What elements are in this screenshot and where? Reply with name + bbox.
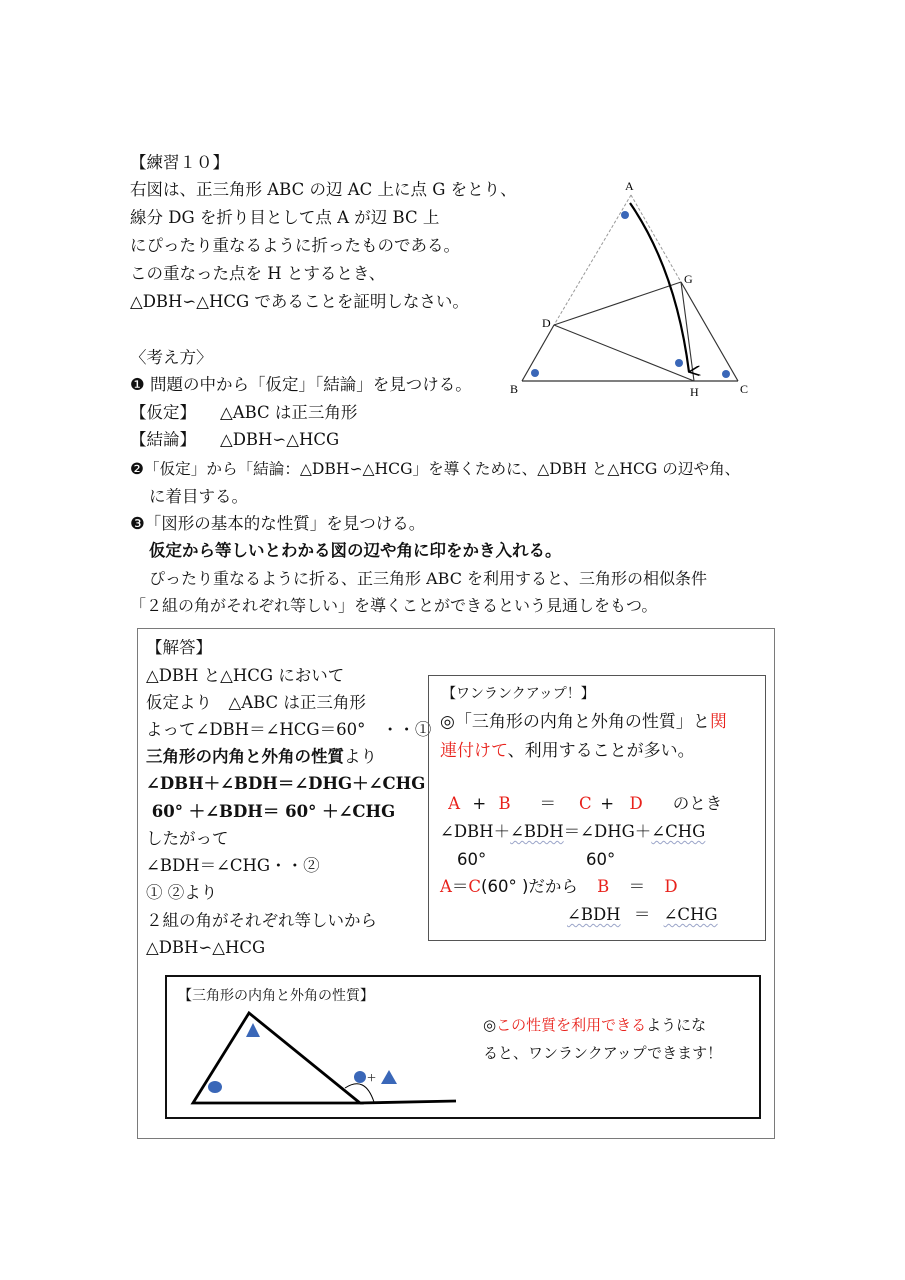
property-note-red: この性質を利用できる xyxy=(496,1016,647,1034)
fold-line-DG xyxy=(554,282,681,325)
rank-up-equation xyxy=(440,819,705,845)
answer-equation-2: 60° ＋∠BDH＝ 60° ＋∠CHG xyxy=(146,802,396,821)
edge-GC xyxy=(681,282,738,381)
triangle-marker-icon xyxy=(381,1070,397,1084)
step-3-number: ❸ xyxy=(130,514,145,533)
answer-line: △DBH と△HCG において xyxy=(146,666,345,685)
step-1 xyxy=(130,372,472,398)
rank-up-result xyxy=(567,902,718,928)
label-D: D xyxy=(542,316,551,330)
double-circle-icon: ◎ xyxy=(483,1016,497,1034)
answer-bold-property: 三角形の内角と外角の性質 xyxy=(146,747,344,766)
problem-line: 右図は、正三角形 ABC の辺 AC 上に点 G をとり、 xyxy=(130,180,517,199)
assumption-text: △ABC は正三角形 xyxy=(220,403,358,422)
approach-heading: 〈考え方〉 xyxy=(130,348,213,367)
label-H: H xyxy=(690,385,699,399)
plus-sign: + xyxy=(367,1070,377,1087)
property-note-2: ると、ワンランクアップできます！ xyxy=(483,1044,723,1062)
step-3-text: 「図形の基本的な性質」を見つける。 xyxy=(144,514,426,533)
angle-mark-H xyxy=(675,359,683,367)
conclusion xyxy=(130,427,339,453)
assumption xyxy=(130,400,357,426)
rank-up-line-2-text: 、利用することが多い。 xyxy=(507,741,695,761)
cond-A: A xyxy=(440,877,452,896)
answer-line: よって∠DBH＝∠HCG＝60° ・・① xyxy=(146,720,432,739)
angle-mark-C xyxy=(722,370,730,378)
conclusion-text: △DBH∽△HCG xyxy=(220,430,340,449)
answer-line: 仮定より △ABC は正三角形 xyxy=(146,693,366,712)
answer-line: ∠BDH＝∠CHG・・② xyxy=(146,856,320,875)
rank-up-condition xyxy=(440,874,678,900)
conclusion-label: 【結論】 xyxy=(130,430,196,449)
angle-mark-A xyxy=(621,211,629,219)
cond-text: (60° )だから xyxy=(481,877,578,896)
answer-equation-1: ∠DBH＋∠BDH＝∠DHG＋∠CHG xyxy=(146,774,426,793)
problem-line: 線分 DG を折り目として点 A が辺 BC 上 xyxy=(130,208,440,227)
cond-equals: ＝ xyxy=(628,877,646,896)
step-2-text: 「仮定」から「結論：△DBH∽△HCG」を導くために、△DBH と△HCG の辺や角、 xyxy=(143,460,741,478)
formula-A: A xyxy=(448,794,460,813)
rank-up-line-1 xyxy=(440,708,727,736)
approach-para-1: ぴったり重なるように折る、正三角形 ABC を利用すると、三角形の相似条件 xyxy=(149,569,708,588)
rank-up-line-1-red: 関 xyxy=(709,712,727,732)
label-C: C xyxy=(740,382,749,396)
circle-marker-icon xyxy=(354,1071,366,1083)
answer-bold-suffix: より xyxy=(344,747,377,766)
result-equals: ＝ xyxy=(633,905,651,924)
label-A: A xyxy=(625,179,634,193)
approach-bold-line: 仮定から等しいとわかる図の辺や角に印をかき入れる。 xyxy=(149,541,562,560)
formula-equals: ＝ xyxy=(539,794,556,813)
step-1-number: ❶ xyxy=(130,375,145,394)
answer-line: ① ②より xyxy=(146,883,218,902)
rank-up-deg-1: 60° xyxy=(457,850,487,869)
step-2-text-cont: に着目する。 xyxy=(149,487,248,506)
dashed-edge-AD xyxy=(554,195,631,325)
rank-up-deg-2: 60° xyxy=(586,850,616,869)
assumption-label: 【仮定】 xyxy=(130,403,196,422)
label-B: B xyxy=(510,382,519,396)
triangle-marker-icon xyxy=(246,1023,260,1037)
formula-B: B xyxy=(498,794,511,813)
answer-line: したがって xyxy=(146,829,229,848)
answer-line: △DBH∽△HCG xyxy=(146,938,266,957)
cond-D: D xyxy=(664,877,678,896)
circle-marker-icon xyxy=(208,1081,222,1093)
formula-suffix: のとき xyxy=(672,794,723,813)
problem-title: 【練習１０】 xyxy=(130,153,229,172)
step-2-number: ❷ xyxy=(130,460,144,478)
formula-plus: + xyxy=(472,794,487,813)
rank-up-line-2-red: 連付けて xyxy=(440,741,508,761)
problem-line: △DBH∽△HCG であることを証明しなさい。 xyxy=(130,292,469,311)
dashed-edge-AG xyxy=(631,195,681,282)
label-G: G xyxy=(684,272,693,286)
property-title: 【三角形の内角と外角の性質】 xyxy=(178,988,374,1004)
answer-title: 【解答】 xyxy=(146,638,212,657)
eq-part-underlined: ∠CHG xyxy=(651,822,706,841)
extended-side xyxy=(360,1101,456,1103)
fold-arrow xyxy=(630,203,689,372)
cond-B: B xyxy=(597,877,610,896)
eq-part: ∠DBH＋ xyxy=(440,822,511,841)
rank-up-formula xyxy=(440,791,722,817)
answer-line-property xyxy=(146,744,377,770)
formula-C: C xyxy=(579,794,592,813)
step-2 xyxy=(130,456,740,482)
approach-para-2: 「２組の角がそれぞれ等しい」を導くことができるという見通しをもつ。 xyxy=(130,596,658,615)
problem-line: にぴったり重なるように折ったものである。 xyxy=(130,236,460,255)
formula-D: D xyxy=(629,794,643,813)
eq-part: ＝∠DHG＋ xyxy=(563,822,652,841)
cond-equals: ＝ xyxy=(451,877,469,896)
formula-plus: + xyxy=(600,794,615,813)
problem-line: この重なった点を H とするとき、 xyxy=(130,264,386,283)
edge-DH xyxy=(554,325,694,381)
exterior-angle-figure xyxy=(160,1000,480,1120)
rank-up-line-1-text: ◎「三角形の内角と外角の性質」と xyxy=(440,712,710,732)
result-left: ∠BDH xyxy=(567,905,621,924)
answer-line: ２組の角がそれぞれ等しいから xyxy=(146,911,377,930)
rank-up-line-2 xyxy=(440,737,695,765)
angle-mark-B xyxy=(531,369,539,377)
result-right: ∠CHG xyxy=(663,905,718,924)
step-3 xyxy=(130,511,425,537)
rank-up-title: 【ワンランクアップ！】 xyxy=(442,686,595,702)
eq-part-underlined: ∠BDH xyxy=(510,822,564,841)
step-1-text: 問題の中から「仮定」「結論」を見つける。 xyxy=(150,375,472,394)
cond-C: C xyxy=(468,877,482,896)
property-note-text: ようにな xyxy=(646,1016,707,1034)
property-note-1 xyxy=(483,1011,706,1039)
